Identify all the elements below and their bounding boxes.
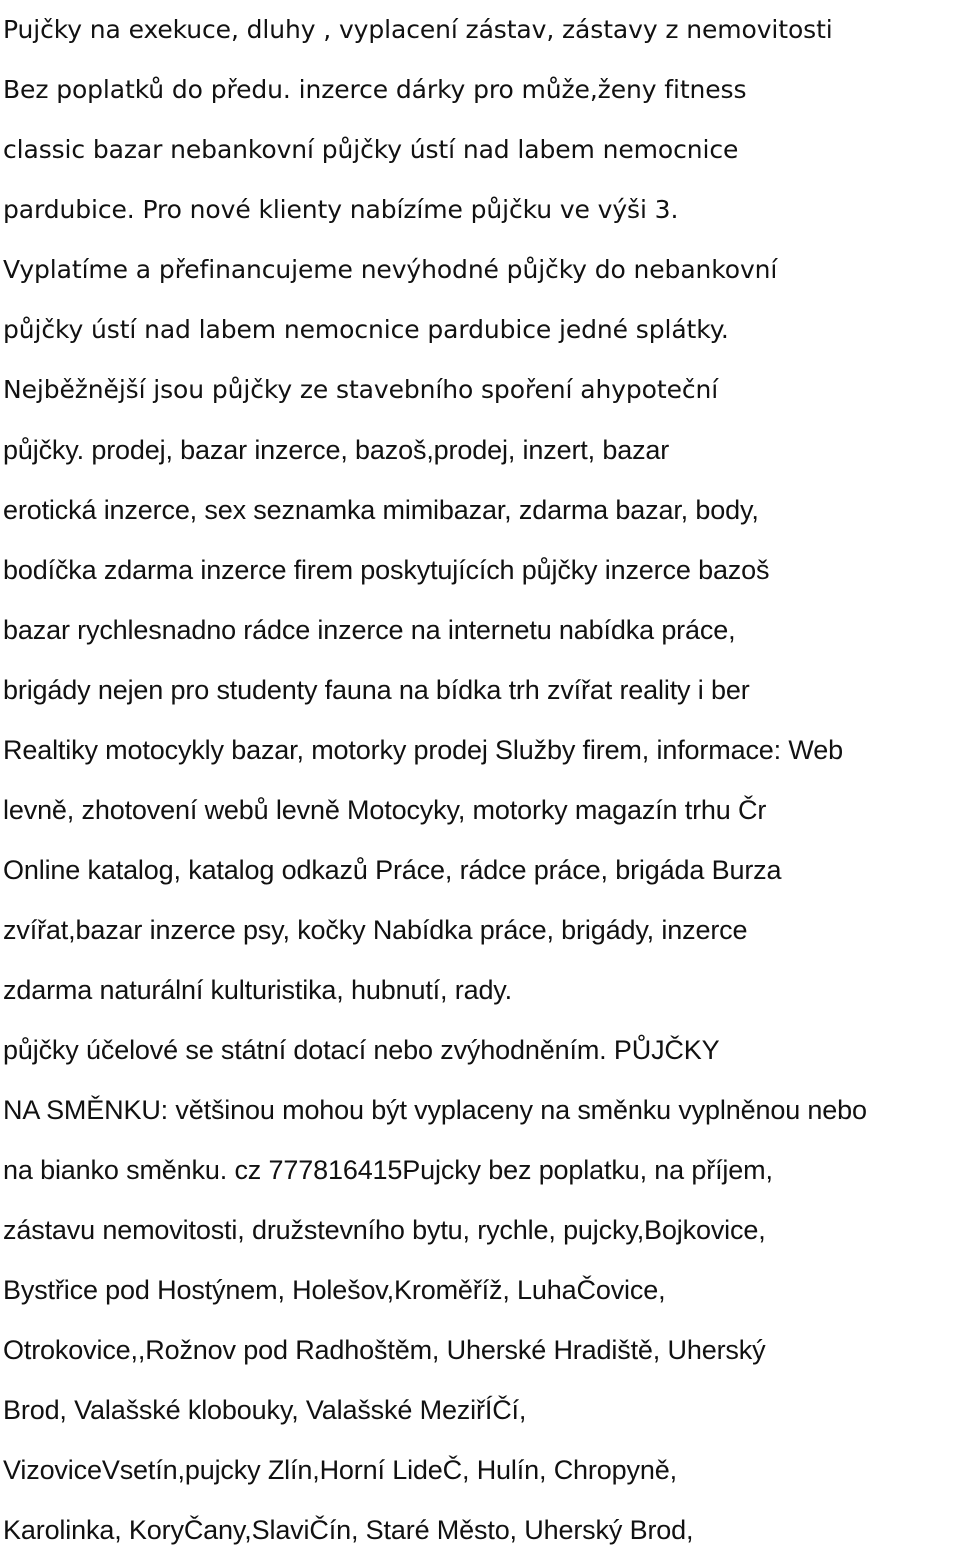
document-body (3, 0, 960, 1560)
text-line-1: Pujčky na exekuce, dluhy , vyplacení zástav, zástavy z nemovitosti (3, 15, 833, 44)
text-line-16: zvířat,bazar inzerce psy, kočky Nabídka práce, brigády, inzerce (3, 915, 748, 945)
text-line-20: na bianko směnku. cz 777816415Pujcky bez poplatku, na příjem, (3, 1155, 773, 1185)
text-line-25: VizoviceVsetín,pujcky Zlín,Horní LideČ, Hulín, Chropyně, (3, 1455, 677, 1485)
text-line-21: zástavu nemovitosti, družstevního bytu, rychle, pujcky,Bojkovice, (3, 1215, 766, 1245)
text-line-24: Brod, Valašské klobouky, Valašské MeziřÍČí, (3, 1395, 527, 1425)
text-line-3: classic bazar nebankovní půjčky ústí nad labem nemocnice (3, 135, 739, 164)
text-line-22: Bystřice pod Hostýnem, Holešov,Kroměříž, LuhaČovice, (3, 1275, 666, 1305)
text-line-10: bodíčka zdarma inzerce firem poskytujících půjčky inzerce bazoš (3, 555, 770, 585)
text-line-6: půjčky ústí nad labem nemocnice pardubice jedné splátky. (3, 315, 729, 344)
text-line-11: bazar rychlesnadno rádce inzerce na internetu nabídka práce, (3, 615, 736, 645)
text-line-5: Vyplatíme a přefinancujeme nevýhodné půjčky do nebankovní (3, 255, 778, 284)
text-line-7: Nejběžnější jsou půjčky ze stavebního spoření ahypoteční (3, 375, 719, 404)
text-line-23: Otrokovice,,Rožnov pod Radhoštěm, Uherské Hradiště, Uherský (3, 1335, 766, 1365)
text-line-14: levně, zhotovení webů levně Motocyky, motorky magazín trhu Čr (3, 795, 767, 825)
text-line-12: brigády nejen pro studenty fauna na bídka trh zvířat reality i ber (3, 675, 750, 705)
text-line-2: Bez poplatků do předu. inzerce dárky pro může,ženy fitness (3, 75, 747, 104)
text-line-19: NA SMĚNKU: většinou mohou být vyplaceny na směnku vyplněnou nebo (3, 1095, 867, 1125)
text-line-8: půjčky. prodej, bazar inzerce, bazoš,prodej, inzert, bazar (3, 435, 670, 465)
text-line-4: pardubice. Pro nové klienty nabízíme půjčku ve výši 3. (3, 195, 679, 224)
text-line-26: Karolinka, KoryČany,SlaviČín, Staré Město, Uherský Brod, (3, 1515, 694, 1545)
text-line-15: Online katalog, katalog odkazů Práce, rádce práce, brigáda Burza (3, 855, 782, 885)
text-line-18: půjčky účelové se státní dotací nebo zvýhodněním. PŮJČKY (3, 1035, 720, 1065)
text-line-9: erotická inzerce, sex seznamka mimibazar, zdarma bazar, body, (3, 495, 759, 525)
text-line-13: Realtiky motocykly bazar, motorky prodej Služby firem, informace: Web (3, 735, 843, 765)
text-line-17: zdarma naturální kulturistika, hubnutí, rady. (3, 975, 513, 1005)
